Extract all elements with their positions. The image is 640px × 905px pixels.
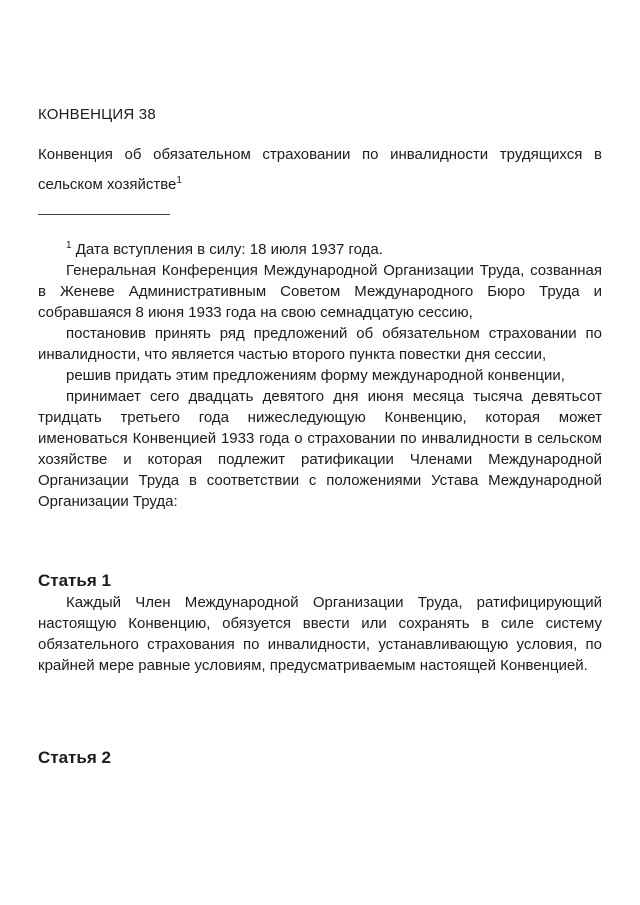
footnote-reference-superscript: 1 [176, 175, 182, 186]
article-2-heading: Статья 2 [38, 748, 111, 767]
article-2-section [38, 747, 602, 769]
article-1-paragraph: Каждый Член Международной Организации Труда, ратифицирующий настоящую Конвенцию, обязуется ввести или сохранять в силе систему обязательного страхования по инвалидности, устанавливающую условия, по крайней мере равные условиям, предусматриваемым настоящей Конвенцией. [38, 594, 602, 674]
footnote-text: Дата вступления в силу: 18 июля 1937 года. [75, 241, 383, 258]
article-1-section [38, 570, 602, 676]
document-subtitle-text: Конвенция об обязательном страховании по инвалидности трудящихся в сельском хозяйстве [38, 146, 602, 193]
footnote-separator-rule [38, 214, 170, 215]
footnote-text-line [38, 239, 602, 260]
document-title: КОНВЕНЦИЯ 38 [38, 106, 156, 123]
footnote-and-preamble-block [38, 239, 602, 512]
preamble-paragraph: постановив принять ряд предложений об обязательном страховании по инвалидности, что является частью второго пункта повестки дня сессии, [38, 325, 602, 363]
preamble-paragraph: принимает сего двадцать девятого дня июня месяца тысяча девятьсот тридцать третьего года нижеследующую Конвенцию, которая может именоваться Конвенцией 1933 года о страховании по инвалидности в сельском хозяйстве и которая подлежит ратификации Членами Международной Организации Труда в соответствии с положениями Устава Международной Организации Труда: [38, 388, 602, 510]
article-1-heading: Статья 1 [38, 571, 111, 590]
document-subtitle [38, 140, 602, 200]
footnote-number-superscript: 1 [66, 240, 72, 251]
preamble-paragraph: Генеральная Конференция Международной Организации Труда, созванная в Женеве Административным Советом Международного Бюро Труда и собравшаяся 8 июня 1933 года на свою семнадцатую сессию, [38, 262, 602, 321]
preamble-paragraph: решив придать этим предложениям форму международной конвенции, [66, 367, 565, 384]
